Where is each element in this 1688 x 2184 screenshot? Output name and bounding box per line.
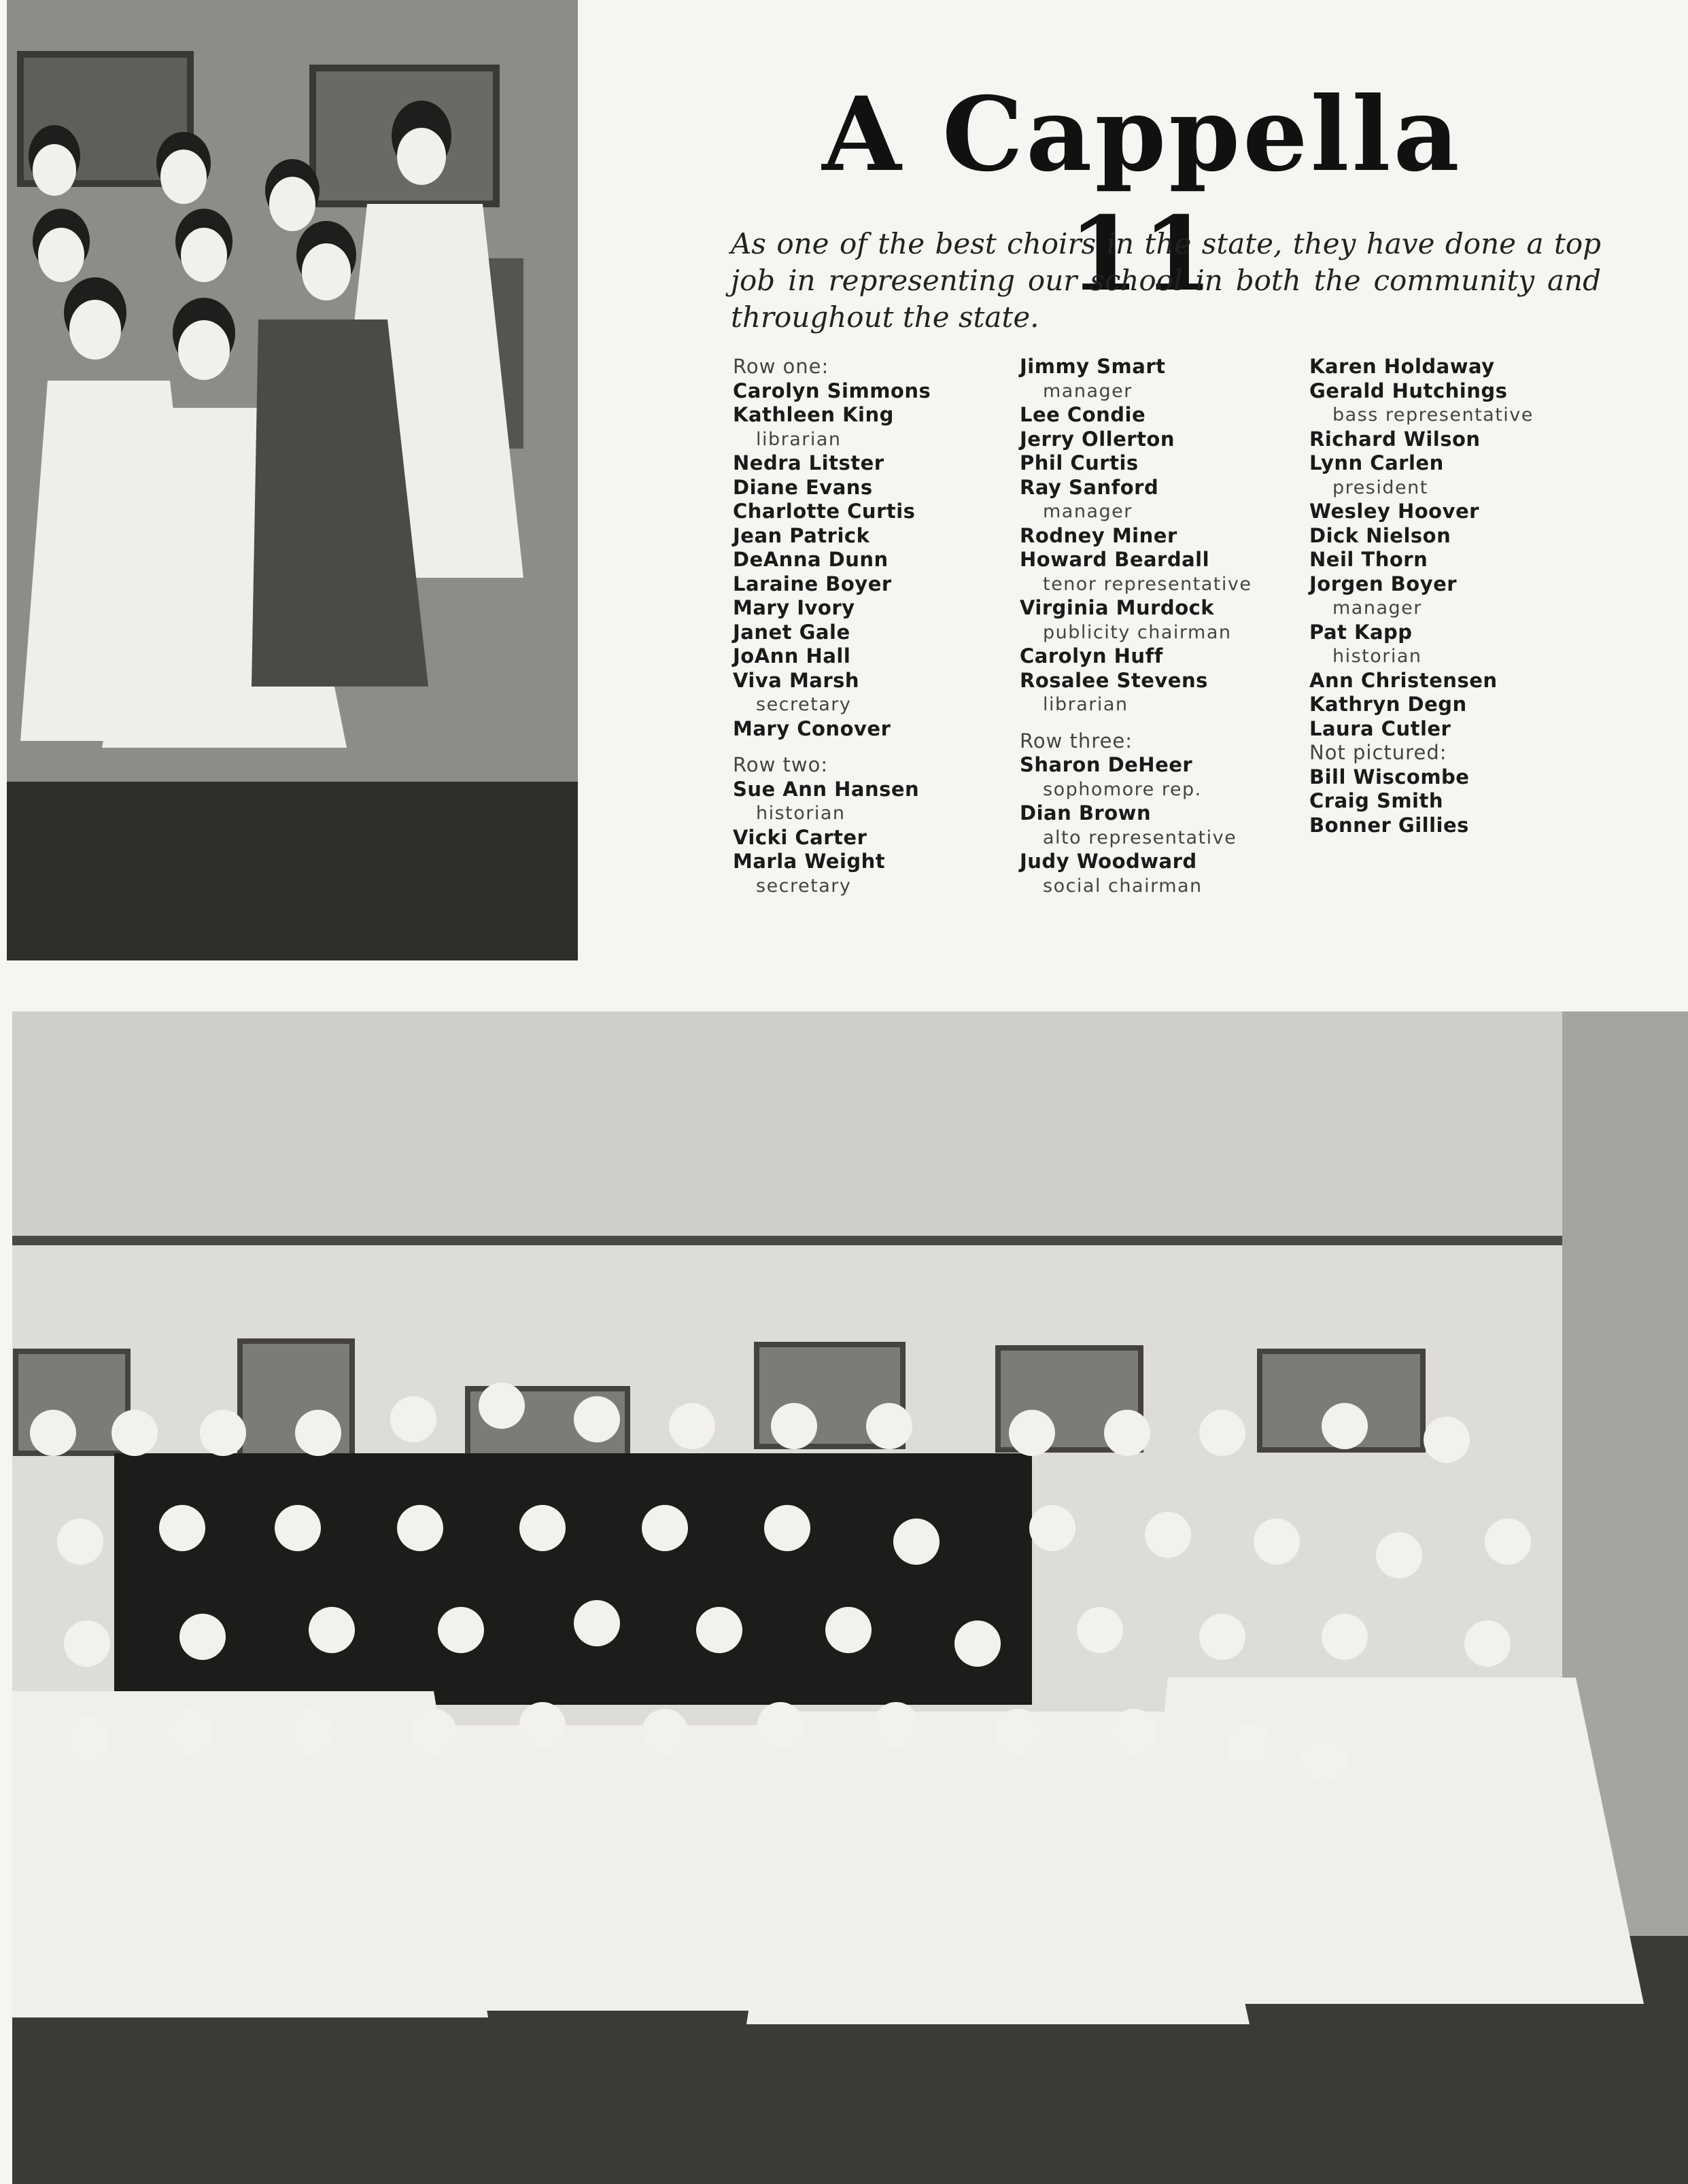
member-name: Janet Gale	[733, 620, 850, 644]
member-name: Dian Brown	[1020, 801, 1152, 825]
member-role: manager	[1043, 501, 1133, 522]
member-name: Vicki Carter	[733, 825, 867, 849]
member-name: Ann Christensen	[1309, 668, 1498, 692]
member-name: Rodney Miner	[1020, 523, 1177, 547]
member-name: Lynn Carlen	[1309, 451, 1444, 474]
member-name: Kathryn Degn	[1309, 693, 1467, 716]
member-name: Craig Smith	[1309, 789, 1444, 812]
member-role: manager	[1043, 380, 1133, 402]
member-name: Laraine Boyer	[733, 572, 892, 595]
member-name: Wesley Hoover	[1309, 500, 1479, 523]
roster-column-2	[1020, 355, 1305, 898]
member-name: Bonner Gillies	[1309, 813, 1469, 837]
member-name: Virginia Murdock	[1020, 596, 1215, 619]
member-name: Richard Wilson	[1309, 427, 1481, 451]
member-name: Karen Holdaway	[1309, 355, 1495, 378]
member-name: Sharon DeHeer	[1020, 753, 1193, 776]
row-heading: Row three:	[1020, 729, 1133, 752]
member-name: Kathleen King	[733, 403, 894, 426]
member-name: Viva Marsh	[733, 668, 860, 692]
row-heading: Row two:	[733, 753, 829, 776]
member-name: Phil Curtis	[1020, 451, 1139, 474]
member-role: publicity chairman	[1043, 621, 1232, 643]
row-heading: Not pictured:	[1309, 741, 1447, 764]
member-name: Dick Nielson	[1309, 523, 1451, 547]
member-name: Rosalee Stevens	[1020, 668, 1208, 692]
member-name: Jean Patrick	[733, 523, 870, 547]
member-name: Pat Kapp	[1309, 620, 1413, 644]
member-name: Lee Condie	[1020, 403, 1146, 426]
member-name: DeAnna Dunn	[733, 548, 889, 571]
choir-photo-top-illustration	[7, 0, 578, 960]
member-name: Carolyn Huff	[1020, 644, 1163, 668]
member-name: Charlotte Curtis	[733, 500, 916, 523]
choir-group-photo-illustration	[12, 1011, 1688, 2184]
member-role: alto representative	[1043, 827, 1237, 848]
row-heading: Row one:	[733, 355, 829, 378]
member-name: Mary Conover	[733, 716, 891, 740]
member-role: social chairman	[1043, 875, 1203, 897]
member-role: bass representative	[1332, 404, 1534, 426]
member-role: librarian	[756, 428, 842, 450]
member-role: librarian	[1043, 694, 1129, 715]
member-name: JoAnn Hall	[733, 644, 851, 668]
roster-column-3	[1309, 355, 1595, 837]
member-role: sophomore rep.	[1043, 778, 1202, 800]
member-name: Diane Evans	[733, 475, 873, 499]
member-name: Gerald Hutchings	[1309, 379, 1508, 402]
intro-paragraph: As one of the best choirs in the state, they have done a top job in representing our school in both the community and throughout the state.	[731, 227, 1601, 334]
member-role: tenor representative	[1043, 573, 1252, 595]
member-name: Mary Ivory	[733, 596, 855, 619]
member-role: manager	[1332, 597, 1422, 619]
member-name: Judy Woodward	[1020, 850, 1197, 873]
member-role: president	[1332, 476, 1428, 498]
member-name: Nedra Litster	[733, 451, 884, 474]
member-name: Sue Ann Hansen	[733, 777, 920, 801]
member-name: Laura Cutler	[1309, 716, 1451, 740]
member-name: Marla Weight	[733, 850, 886, 873]
member-name: Jimmy Smart	[1020, 355, 1166, 378]
member-name: Jorgen Boyer	[1309, 572, 1458, 595]
member-name: Jerry Ollerton	[1020, 427, 1175, 451]
member-name: Howard Beardall	[1020, 548, 1210, 571]
member-name: Carolyn Simmons	[733, 379, 931, 402]
member-role: secretary	[756, 694, 852, 715]
choir-group-photo	[12, 1011, 1688, 2184]
member-name: Ray Sanford	[1020, 475, 1159, 499]
member-name: Neil Thorn	[1309, 548, 1428, 571]
page-title: A Cappella 11	[822, 75, 1462, 314]
member-role: secretary	[756, 875, 852, 897]
member-role: historian	[1332, 646, 1422, 667]
roster-column-1	[733, 355, 1005, 898]
member-role: historian	[756, 803, 846, 824]
choir-photo-top	[7, 0, 578, 960]
member-name: Bill Wiscombe	[1309, 765, 1470, 788]
